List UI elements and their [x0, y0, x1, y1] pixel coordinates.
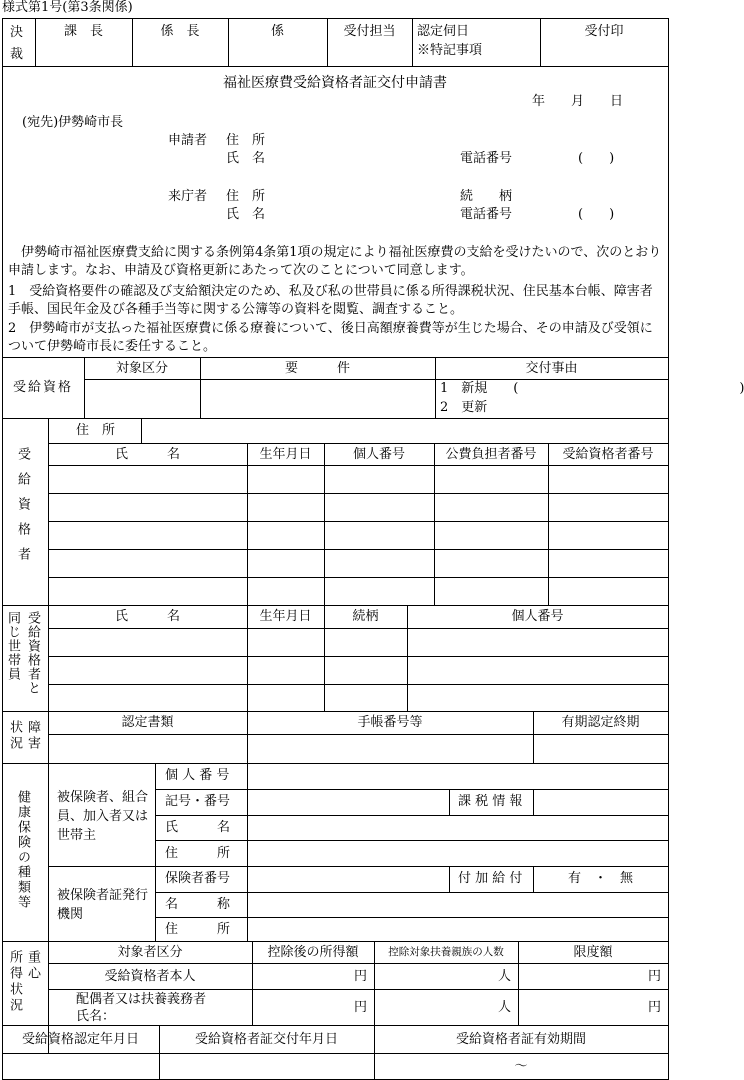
income-col-category: 対象者区分 — [117, 945, 183, 960]
income-col-dependents: 控除対象扶養親族の人数 — [388, 946, 504, 958]
ins-insurer-no-label: 保険者番号 — [165, 871, 231, 886]
disability-col-term-end: 有期認定終期 — [561, 715, 640, 730]
ins-benefit-label: 付 加 給 付 — [458, 871, 523, 886]
date-line: 年 月 日 — [532, 94, 624, 109]
household-col-birth: 生年月日 — [259, 609, 312, 624]
recipient-col-recipient-no: 受給資格者番号 — [562, 447, 654, 462]
eligibility-reason: 交付事由 — [525, 361, 578, 376]
page-title: 福祉医療費受給資格者証交付申請書 — [223, 75, 447, 91]
visitor-phone-label: 電話番号 — [460, 207, 513, 222]
uketsuke-in-label: 受付印 — [584, 24, 624, 39]
insurance-side-label: 健康保険の種類等 — [15, 790, 30, 910]
kessai-label: 決 裁 — [10, 25, 24, 62]
recipient-col-personal-no: 個人番号 — [352, 447, 405, 462]
visitor-relation-label: 続 柄 — [460, 189, 513, 204]
recipient-col-public-payer: 公費負担者番号 — [445, 447, 537, 462]
recipient-address-label: 住 所 — [76, 423, 116, 438]
income-self-person: 人 — [498, 969, 512, 984]
statement-item-2: 2 伊勢崎市が支払った福祉医療費に係る療養について、後日高額療養費等が生じた場合、その申請及び受領について伊勢崎市長に委任すること。 — [8, 321, 653, 354]
form-label: 様式第1号(第3条関係) — [2, 0, 133, 15]
recipient-col-name: 氏 名 — [114, 447, 180, 462]
kakaricho-label: 係 長 — [160, 24, 200, 39]
statement-intro: 伊勢崎市福祉医療費支給に関する条例第4条第1項の規定により福祉医療費の支給を受けたいので、次のとおり申請します。なお、申請及び資格更新にあたって次のことについて同意します。 — [8, 245, 662, 278]
reason-new: 1 新規 ( ) — [440, 381, 744, 396]
recipient-side-label: 受給資格者 — [15, 447, 30, 572]
income-spouse-yen: 円 — [354, 1000, 368, 1015]
issuer-label: 被保険者証発行機関 — [57, 888, 149, 922]
income-col-limit: 限度額 — [573, 945, 613, 960]
kakari-label: 係 — [270, 24, 284, 39]
eligibility-label: 受給資格 — [12, 380, 73, 395]
income-self-limit-yen: 円 — [648, 969, 662, 984]
ins-org-address-label: 住 所 — [165, 922, 231, 937]
uketsuke-tanto-label: 受付担当 — [343, 24, 396, 39]
visitor-name-label: 氏 名 — [226, 207, 266, 222]
income-spouse-label: 配偶者又は扶養義務者 — [76, 992, 207, 1007]
income-col-after-deduction: 控除後の所得額 — [267, 945, 359, 960]
applicant-phone-label: 電話番号 — [460, 151, 513, 166]
applicant-label: 申請者 — [168, 133, 208, 148]
eligibility-category: 対象区分 — [115, 361, 168, 376]
ins-personal-no-label: 個 人 番 号 — [165, 768, 230, 783]
addressee: (宛先)伊勢崎市長 — [22, 115, 124, 130]
ins-address-label: 住 所 — [165, 846, 231, 861]
reason-renew: 2 更新 — [440, 400, 488, 415]
applicant-address-label: 住 所 — [226, 133, 266, 148]
ins-tax-info-label: 課 税 情 報 — [458, 794, 523, 809]
income-self-label: 受給資格者本人 — [104, 969, 196, 984]
footer-cert-date: 受給資格認定年月日 — [21, 1032, 139, 1047]
ins-benefit-value: 有 ・ 無 — [567, 871, 633, 886]
ins-name-label: 氏 名 — [165, 820, 231, 835]
ins-org-name-label: 名 称 — [165, 897, 231, 912]
recipient-col-birth: 生年月日 — [259, 447, 312, 462]
footer-valid-period: 受給資格者証有効期間 — [455, 1032, 586, 1047]
visitor-label: 来庁者 — [168, 189, 208, 204]
kacho-label: 課 長 — [63, 24, 103, 39]
visitor-address-label: 住 所 — [226, 189, 266, 204]
applicant-name-label: 氏 名 — [226, 151, 266, 166]
income-spouse-person: 人 — [498, 1000, 512, 1015]
footer-issue-date: 受給資格者証交付年月日 — [194, 1032, 338, 1047]
applicant-phone-paren: ( ) — [578, 151, 615, 166]
statement-item-1: 1 受給資格要件の確認及び支給額決定のため、私及び私の世帯員に係る所得課税状況、住民基本台帳、障害者手帳、国民年金及び各種手当等に関する公簿等の資料を閲覧、調査すること。 — [8, 284, 653, 317]
tokki-label: ※特記事項 — [417, 43, 483, 58]
nintei-date-label: 認定伺日 — [417, 24, 470, 39]
visitor-phone-paren: ( ) — [578, 207, 615, 222]
income-spouse-limit-yen: 円 — [648, 1000, 662, 1015]
disability-col-document: 認定書類 — [121, 715, 174, 730]
income-self-yen: 円 — [354, 969, 368, 984]
household-col-name: 氏 名 — [114, 609, 180, 624]
income-spouse-name: 氏名： — [76, 1009, 116, 1024]
household-col-personal-no: 個人番号 — [511, 609, 564, 624]
ins-symbol-no-label: 記号・番号 — [165, 794, 231, 809]
household-col-relation: 続柄 — [352, 609, 379, 624]
insured-label: 被保険者、組合員、加入者又は世帯主 — [57, 790, 149, 843]
disability-col-notebook: 手帳番号等 — [357, 715, 423, 730]
footer-tilde: ～ — [514, 1059, 528, 1074]
eligibility-requirement: 要 件 — [284, 361, 350, 376]
